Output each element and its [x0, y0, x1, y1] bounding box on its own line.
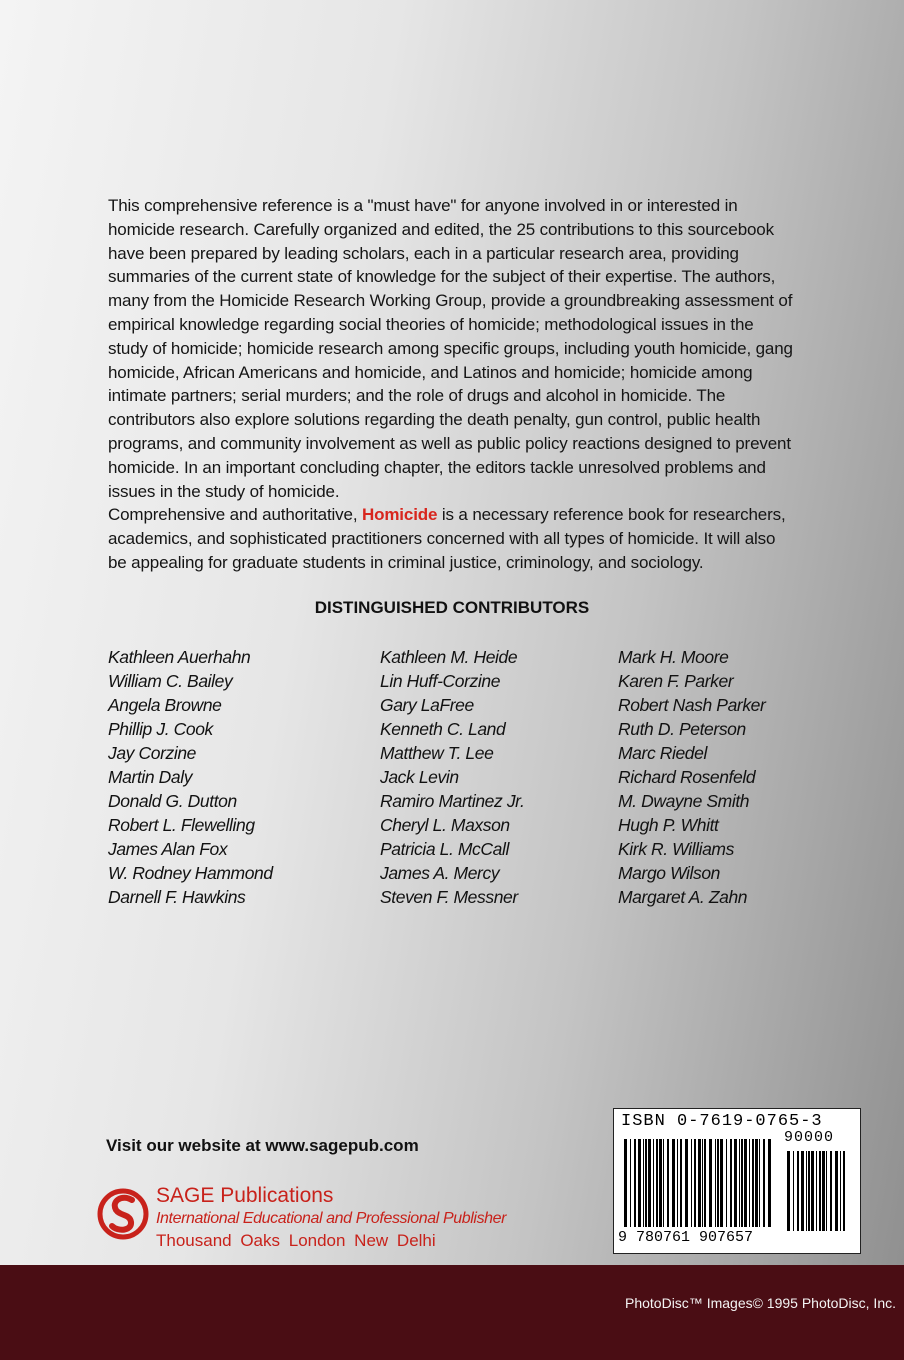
- contributor-name: Marc Riedel: [618, 743, 707, 763]
- publisher-tagline: International Educational and Professional Publisher: [156, 1210, 507, 1227]
- publisher-name: SAGE Publications: [156, 1184, 334, 1207]
- publisher-imprint: [96, 1182, 566, 1254]
- contributor-name: Kirk R. Williams: [618, 839, 734, 859]
- publisher-cities: Thousand Oaks London New Delhi: [156, 1231, 436, 1250]
- contributors-column-2: [380, 645, 524, 909]
- ean-barcode-icon: [624, 1139, 776, 1231]
- contributor-name: Margo Wilson: [618, 863, 721, 883]
- contributor-name: Angela Browne: [108, 695, 222, 715]
- contributor-name: Robert Nash Parker: [618, 695, 766, 715]
- price-code: 90000: [784, 1129, 835, 1146]
- contributor-name: Steven F. Messner: [380, 887, 518, 907]
- contributor-name: Donald G. Dutton: [108, 791, 237, 811]
- contributor-name: Cheryl L. Maxson: [380, 815, 510, 835]
- contributor-name: William C. Bailey: [108, 671, 233, 691]
- contributor-name: James Alan Fox: [108, 839, 228, 859]
- addon-barcode-icon: [787, 1151, 851, 1231]
- isbn-number: ISBN 0-7619-0765-3: [621, 1112, 823, 1131]
- contributor-name: Lin Huff-Corzine: [380, 671, 501, 691]
- sage-logo-icon: [96, 1184, 150, 1244]
- contributor-name: Phillip J. Cook: [108, 719, 213, 739]
- summary-paragraph: [108, 503, 798, 574]
- barcode-block: [613, 1108, 861, 1254]
- contributor-name: Matthew T. Lee: [380, 743, 494, 763]
- contributor-name: Kenneth C. Land: [380, 719, 506, 739]
- contributor-name: Kathleen Auerhahn: [108, 647, 251, 667]
- contributor-name: M. Dwayne Smith: [618, 791, 750, 811]
- contributors-column-1: [108, 645, 273, 909]
- contributor-name: Karen F. Parker: [618, 671, 734, 691]
- contributor-name: Darnell F. Hawkins: [108, 887, 246, 907]
- photo-credit: PhotoDisc™ Images© 1995 PhotoDisc, Inc.: [625, 1295, 896, 1311]
- summary-text-lead: Comprehensive and authoritative,: [108, 505, 362, 524]
- contributor-name: W. Rodney Hammond: [108, 863, 273, 883]
- footer-band: [0, 1265, 904, 1360]
- contributor-name: Robert L. Flewelling: [108, 815, 255, 835]
- ean-digits: 9 780761 907657: [618, 1229, 754, 1246]
- contributor-name: Mark H. Moore: [618, 647, 729, 667]
- contributor-name: Patricia L. McCall: [380, 839, 509, 859]
- contributor-name: Jay Corzine: [108, 743, 196, 763]
- contributors-column-3: [618, 645, 765, 909]
- contributor-name: Richard Rosenfeld: [618, 767, 756, 787]
- book-title-highlight: Homicide: [361, 505, 438, 524]
- contributor-name: Ramiro Martinez Jr.: [380, 791, 525, 811]
- contributor-name: Martin Daly: [108, 767, 193, 787]
- contributors-heading: DISTINGUISHED CONTRIBUTORS: [314, 598, 590, 617]
- contributor-name: Kathleen M. Heide: [380, 647, 518, 667]
- summary-text-rest: is a necessary reference book for researchers, academics, and sophisticated practitioners concerned with all types of homicide. It will also be appealing for graduate students in criminal justice, criminology, and sociology.: [108, 505, 786, 572]
- contributor-name: James A. Mercy: [380, 863, 500, 883]
- contributor-name: Jack Levin: [380, 767, 459, 787]
- contributor-name: Ruth D. Peterson: [618, 719, 746, 739]
- contributor-name: Hugh P. Whitt: [618, 815, 719, 835]
- contributor-name: Gary LaFree: [380, 695, 474, 715]
- description-paragraph: This comprehensive reference is a "must have" for anyone involved in or interested in homicide research. Carefully organized and edited, the 25 contributions to this sourcebook have been prepared by leading scholars, each in a particular research area, providing summaries of the current state of knowledge for the subject of their expertise. The authors, many from the Homicide Research Working Group, provide a groundbreaking assessment of empirical knowledge regarding social theories of homicide; methodological issues in the study of homicide; homicide research among specific groups, including youth homicide, gang homicide, African Americans and homicide, and Latinos and homicide; homicide among intimate partners; serial murders; and the role of drugs and alcohol in homicide. The contributors also explore solutions regarding the death penalty, gun control, public health programs, and community involvement as well as public policy reactions designed to prevent homicide. In an important concluding chapter, the editors tackle unresolved problems and issues in the study of homicide.: [108, 196, 793, 501]
- contributor-name: Margaret A. Zahn: [618, 887, 748, 907]
- website-line: Visit our website at www.sagepub.com: [106, 1136, 419, 1155]
